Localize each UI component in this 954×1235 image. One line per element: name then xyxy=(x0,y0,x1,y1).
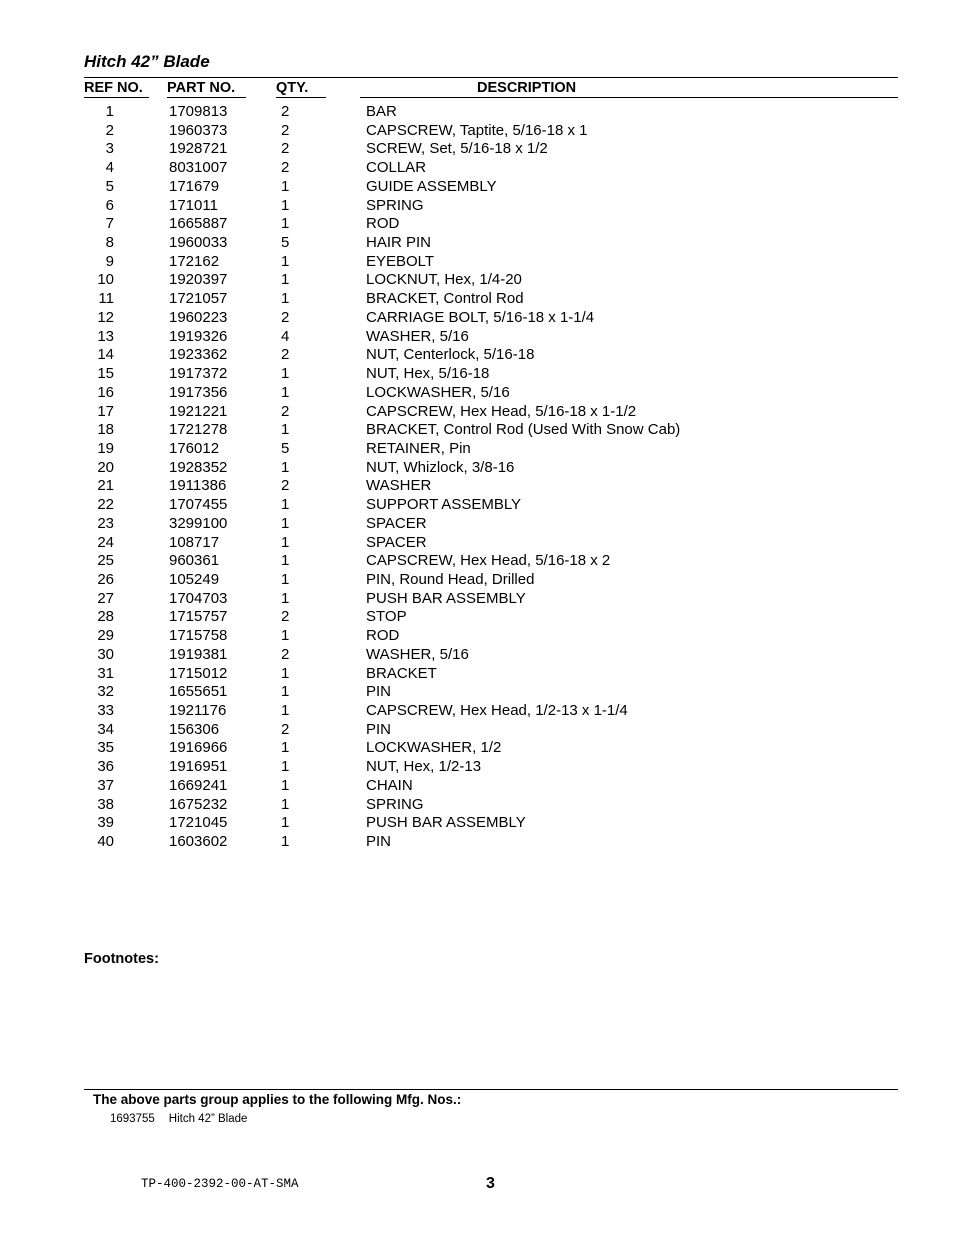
ref-no-cell: 19 xyxy=(97,439,114,457)
table-row xyxy=(0,796,954,815)
qty-cell: 1 xyxy=(281,570,290,588)
part-no-cell: 1921221 xyxy=(169,402,228,420)
header-part-no: PART NO. xyxy=(167,80,236,96)
header-underline xyxy=(276,97,326,98)
ref-no-cell: 15 xyxy=(97,365,114,383)
qty-cell: 2 xyxy=(281,346,290,364)
qty-cell: 1 xyxy=(281,421,290,439)
part-no-cell: 105249 xyxy=(169,570,220,588)
description-cell: CAPSCREW, Hex Head, 5/16-18 x 1-1/2 xyxy=(366,402,637,420)
description-cell: SPACER xyxy=(366,514,427,532)
description-cell: NUT, Hex, 1/2-13 xyxy=(366,758,482,776)
applies-label: The above parts group applies to the following Mfg. Nos.: xyxy=(93,1092,462,1107)
qty-cell: 1 xyxy=(281,514,290,532)
header-ref-no: REF NO. xyxy=(84,80,143,96)
qty-cell: 1 xyxy=(281,215,290,233)
ref-no-cell: 33 xyxy=(97,702,114,719)
description-cell: ROD xyxy=(366,215,400,233)
table-row xyxy=(0,403,954,422)
ref-no-cell: 27 xyxy=(97,589,114,607)
qty-cell: 1 xyxy=(281,739,290,757)
qty-cell: 1 xyxy=(281,533,290,551)
table-row xyxy=(0,515,954,534)
table-row xyxy=(0,215,954,234)
description-cell: WASHER, 5/16 xyxy=(366,645,469,663)
qty-cell: 2 xyxy=(281,308,290,326)
description-cell: LOCKWASHER, 5/16 xyxy=(366,383,510,401)
description-cell: LOCKNUT, Hex, 1/4-20 xyxy=(366,271,522,289)
table-row xyxy=(0,552,954,571)
description-cell: CARRIAGE BOLT, 5/16-18 x 1-1/4 xyxy=(366,308,595,326)
footnotes-label: Footnotes: xyxy=(84,951,159,967)
description-cell: PUSH BAR ASSEMBLY xyxy=(366,589,526,607)
part-no-cell: 1721045 xyxy=(169,814,228,832)
description-cell: PIN xyxy=(366,683,392,701)
description-cell: SCREW, Set, 5/16-18 x 1/2 xyxy=(366,140,548,158)
qty-cell: 5 xyxy=(281,439,290,457)
page-title: Hitch 42” Blade xyxy=(84,52,210,71)
table-row xyxy=(0,627,954,646)
part-no-cell: 8031007 xyxy=(169,159,228,177)
qty-cell: 1 xyxy=(281,365,290,383)
part-no-cell: 1707455 xyxy=(169,496,228,514)
table-row xyxy=(0,496,954,515)
part-no-cell: 1709813 xyxy=(169,103,228,120)
description-cell: BRACKET, Control Rod xyxy=(366,290,524,308)
description-cell: BRACKET, Control Rod (Used With Snow Cab) xyxy=(366,421,681,439)
qty-cell: 1 xyxy=(281,383,290,401)
ref-no-cell: 40 xyxy=(97,833,114,851)
part-no-cell: 1917372 xyxy=(169,365,228,383)
description-cell: PIN xyxy=(366,720,392,738)
ref-no-cell: 12 xyxy=(97,308,114,326)
table-row xyxy=(0,814,954,833)
description-cell: CAPSCREW, Hex Head, 5/16-18 x 2 xyxy=(366,552,611,570)
qty-cell: 1 xyxy=(281,664,290,682)
ref-no-cell: 4 xyxy=(105,159,114,177)
ref-no-cell: 20 xyxy=(97,458,114,476)
qty-cell: 1 xyxy=(281,177,290,195)
description-cell: LOCKWASHER, 1/2 xyxy=(366,739,502,757)
description-cell: NUT, Centerlock, 5/16-18 xyxy=(366,346,535,364)
part-no-cell: 1916951 xyxy=(169,758,228,776)
ref-no-cell: 25 xyxy=(97,552,114,570)
title-rule xyxy=(84,77,898,78)
ref-no-cell: 10 xyxy=(97,271,114,289)
table-row xyxy=(0,346,954,365)
table-row xyxy=(0,758,954,777)
part-no-cell: 3299100 xyxy=(169,514,228,532)
qty-cell: 2 xyxy=(281,140,290,158)
qty-cell: 1 xyxy=(281,589,290,607)
qty-cell: 1 xyxy=(281,271,290,289)
qty-cell: 1 xyxy=(281,795,290,813)
part-no-cell: 1665887 xyxy=(169,215,228,233)
part-no-cell: 108717 xyxy=(169,533,220,551)
part-no-cell: 1919326 xyxy=(169,327,228,345)
description-cell: HAIR PIN xyxy=(366,234,432,252)
ref-no-cell: 3 xyxy=(105,140,114,158)
part-no-cell: 1919381 xyxy=(169,645,228,663)
ref-no-cell: 21 xyxy=(97,477,114,495)
part-no-cell: 1916966 xyxy=(169,739,228,757)
ref-no-cell: 11 xyxy=(98,290,114,308)
ref-no-cell: 7 xyxy=(105,215,114,233)
page-number: 3 xyxy=(486,1175,495,1192)
table-row xyxy=(0,459,954,478)
description-cell: CHAIN xyxy=(366,776,413,794)
bottom-rule xyxy=(84,1089,898,1090)
part-no-cell: 1715758 xyxy=(169,627,228,645)
qty-cell: 1 xyxy=(281,290,290,308)
part-no-cell: 172162 xyxy=(169,252,220,270)
ref-no-cell: 16 xyxy=(97,383,114,401)
qty-cell: 1 xyxy=(281,458,290,476)
qty-cell: 1 xyxy=(281,776,290,794)
qty-cell: 1 xyxy=(281,496,290,514)
table-row xyxy=(0,608,954,627)
description-cell: PUSH BAR ASSEMBLY xyxy=(366,814,526,832)
header-description: DESCRIPTION xyxy=(477,80,577,96)
table-row xyxy=(0,721,954,740)
description-cell: CAPSCREW, Hex Head, 1/2-13 x 1-1/4 xyxy=(366,702,628,719)
table-row xyxy=(0,140,954,159)
description-cell: SPRING xyxy=(366,795,424,813)
table-row xyxy=(0,777,954,796)
ref-no-cell: 2 xyxy=(105,121,114,139)
qty-cell: 1 xyxy=(281,252,290,270)
table-row xyxy=(0,421,954,440)
description-cell: WASHER, 5/16 xyxy=(366,327,469,345)
ref-no-cell: 18 xyxy=(97,421,114,439)
table-row xyxy=(0,122,954,141)
description-cell: STOP xyxy=(366,608,407,626)
ref-no-cell: 24 xyxy=(97,533,114,551)
qty-cell: 5 xyxy=(281,234,290,252)
qty-cell: 1 xyxy=(281,814,290,832)
table-row xyxy=(0,309,954,328)
ref-no-cell: 39 xyxy=(97,814,114,832)
part-no-cell: 1920397 xyxy=(169,271,228,289)
description-cell: BRACKET xyxy=(366,664,437,682)
description-cell: RETAINER, Pin xyxy=(366,439,471,457)
qty-cell: 2 xyxy=(281,608,290,626)
table-row xyxy=(0,178,954,197)
table-row xyxy=(0,290,954,309)
table-row xyxy=(0,159,954,178)
qty-cell: 1 xyxy=(281,833,290,851)
qty-cell: 2 xyxy=(281,720,290,738)
part-no-cell: 1721278 xyxy=(169,421,228,439)
part-no-cell: 1715757 xyxy=(169,608,228,626)
qty-cell: 2 xyxy=(281,477,290,495)
ref-no-cell: 28 xyxy=(97,608,114,626)
ref-no-cell: 22 xyxy=(97,496,114,514)
table-row xyxy=(0,646,954,665)
description-cell: SPACER xyxy=(366,533,427,551)
part-no-cell: 1960223 xyxy=(169,308,228,326)
table-row xyxy=(0,477,954,496)
description-cell: GUIDE ASSEMBLY xyxy=(366,177,497,195)
part-no-cell: 1923362 xyxy=(169,346,228,364)
ref-no-cell: 14 xyxy=(97,346,114,364)
part-no-cell: 1928352 xyxy=(169,458,228,476)
ref-no-cell: 6 xyxy=(105,196,114,214)
table-row xyxy=(0,365,954,384)
qty-cell: 1 xyxy=(281,683,290,701)
part-no-cell: 171679 xyxy=(169,177,220,195)
ref-no-cell: 17 xyxy=(97,402,114,420)
description-cell: EYEBOLT xyxy=(366,252,435,270)
part-no-cell: 1655651 xyxy=(169,683,228,701)
table-row xyxy=(0,739,954,758)
qty-cell: 2 xyxy=(281,103,290,120)
qty-cell: 4 xyxy=(281,327,290,345)
qty-cell: 2 xyxy=(281,645,290,663)
table-row xyxy=(0,665,954,684)
part-no-cell: 1960033 xyxy=(169,234,228,252)
part-no-cell: 1603602 xyxy=(169,833,228,851)
description-cell: WASHER xyxy=(366,477,432,495)
table-row xyxy=(0,833,954,852)
table-row xyxy=(0,683,954,702)
table-row xyxy=(0,702,954,721)
qty-cell: 1 xyxy=(281,758,290,776)
ref-no-cell: 5 xyxy=(105,177,114,195)
header-underline xyxy=(84,97,149,98)
table-row xyxy=(0,571,954,590)
ref-no-cell: 37 xyxy=(97,776,114,794)
qty-cell: 1 xyxy=(281,552,290,570)
document-number: TP-400-2392-00-AT-SMA xyxy=(141,1177,299,1191)
ref-no-cell: 8 xyxy=(105,234,114,252)
table-row xyxy=(0,234,954,253)
ref-no-cell: 29 xyxy=(97,627,114,645)
part-no-cell: 960361 xyxy=(169,552,220,570)
part-no-cell: 1921176 xyxy=(169,702,227,719)
table-row xyxy=(0,440,954,459)
ref-no-cell: 35 xyxy=(97,739,114,757)
ref-no-cell: 30 xyxy=(97,645,114,663)
table-row xyxy=(0,103,954,122)
qty-cell: 1 xyxy=(281,196,290,214)
parts-table xyxy=(0,103,954,852)
qty-cell: 2 xyxy=(281,121,290,139)
qty-cell: 1 xyxy=(281,627,290,645)
part-no-cell: 171011 xyxy=(169,196,218,214)
ref-no-cell: 31 xyxy=(97,664,114,682)
table-row xyxy=(0,253,954,272)
ref-no-cell: 38 xyxy=(97,795,114,813)
qty-cell: 1 xyxy=(281,702,290,719)
mfg-number: 1693755 xyxy=(110,1113,155,1125)
table-row xyxy=(0,197,954,216)
part-no-cell: 1704703 xyxy=(169,589,228,607)
ref-no-cell: 34 xyxy=(97,720,114,738)
table-row xyxy=(0,534,954,553)
header-qty: QTY. xyxy=(276,80,309,96)
part-no-cell: 1960373 xyxy=(169,121,228,139)
description-cell: PIN xyxy=(366,833,392,851)
ref-no-cell: 23 xyxy=(97,514,114,532)
table-row xyxy=(0,328,954,347)
part-no-cell: 1928721 xyxy=(169,140,228,158)
header-underline xyxy=(167,97,246,98)
description-cell: PIN, Round Head, Drilled xyxy=(366,570,535,588)
part-no-cell: 176012 xyxy=(169,439,220,457)
mfg-name: Hitch 42” Blade xyxy=(168,1113,248,1125)
qty-cell: 2 xyxy=(281,159,290,177)
mfg-entry xyxy=(110,1113,247,1125)
description-cell: NUT, Hex, 5/16-18 xyxy=(366,365,490,383)
description-cell: COLLAR xyxy=(366,159,427,177)
table-row xyxy=(0,590,954,609)
ref-no-cell: 1 xyxy=(105,103,114,120)
description-cell: SUPPORT ASSEMBLY xyxy=(366,496,522,514)
part-no-cell: 1911386 xyxy=(169,477,227,495)
part-no-cell: 1715012 xyxy=(169,664,228,682)
table-row xyxy=(0,271,954,290)
table-row xyxy=(0,384,954,403)
ref-no-cell: 9 xyxy=(105,252,114,270)
ref-no-cell: 26 xyxy=(97,570,114,588)
header-underline xyxy=(360,97,898,98)
part-no-cell: 1675232 xyxy=(169,795,228,813)
part-no-cell: 1917356 xyxy=(169,383,228,401)
ref-no-cell: 13 xyxy=(97,327,114,345)
ref-no-cell: 32 xyxy=(97,683,114,701)
description-cell: ROD xyxy=(366,627,400,645)
part-no-cell: 1669241 xyxy=(169,776,228,794)
part-no-cell: 156306 xyxy=(169,720,220,738)
ref-no-cell: 36 xyxy=(97,758,114,776)
description-cell: SPRING xyxy=(366,196,424,214)
part-no-cell: 1721057 xyxy=(169,290,228,308)
qty-cell: 2 xyxy=(281,402,290,420)
description-cell: BAR xyxy=(366,103,397,120)
description-cell: CAPSCREW, Taptite, 5/16-18 x 1 xyxy=(366,121,588,139)
description-cell: NUT, Whizlock, 3/8-16 xyxy=(366,458,515,476)
